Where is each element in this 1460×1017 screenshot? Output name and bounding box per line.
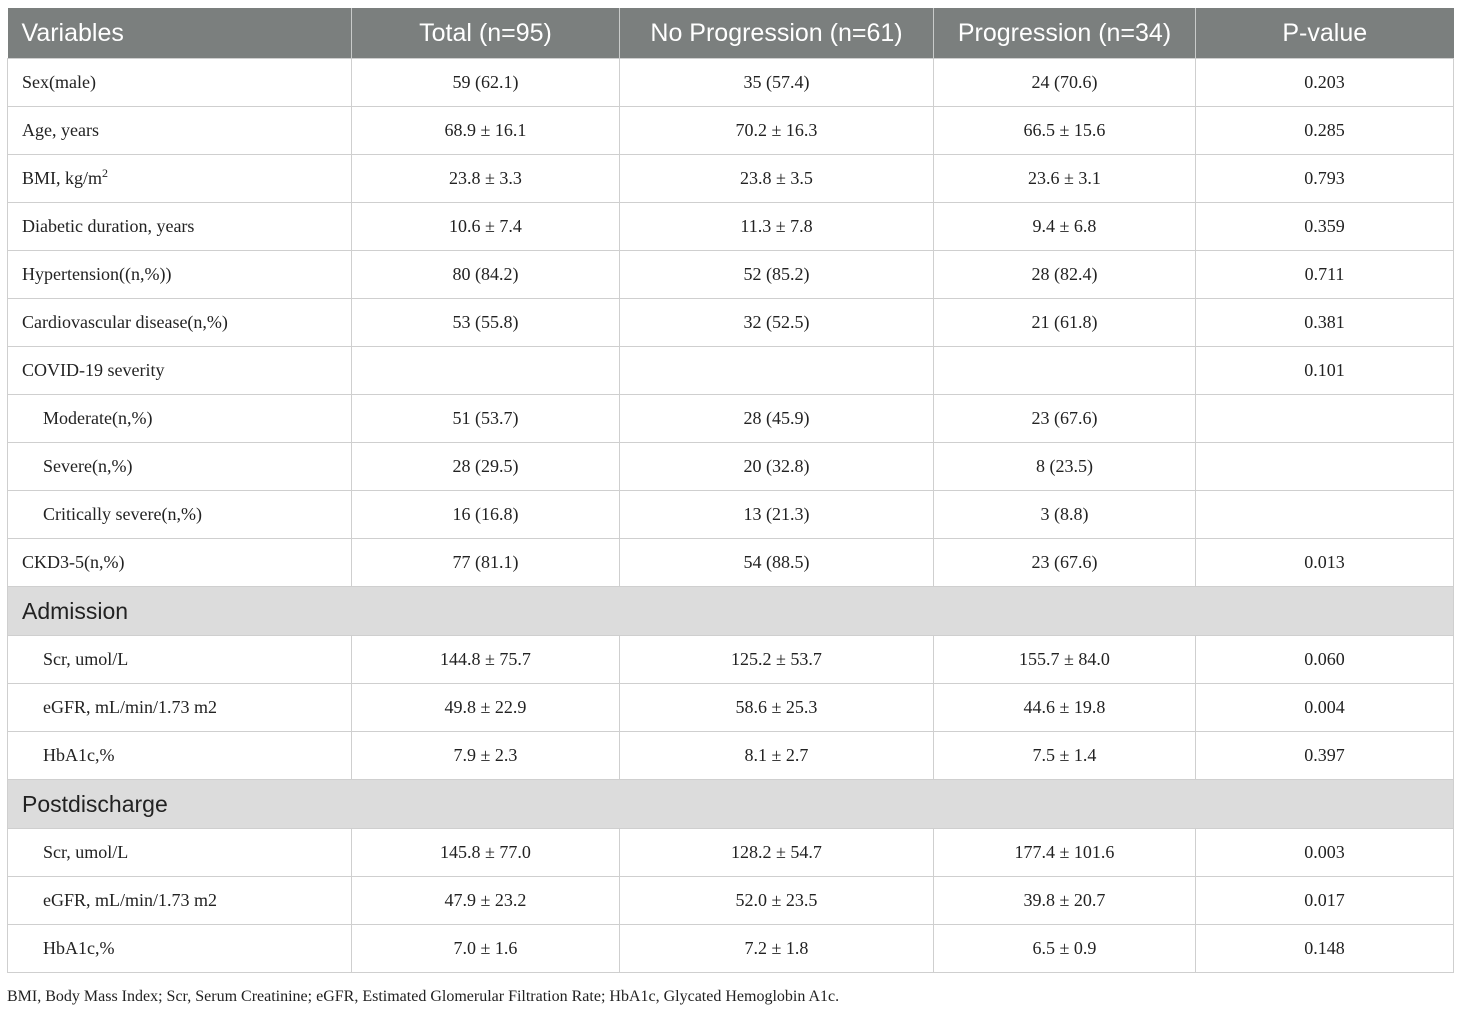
table-cell: 0.060 [1196,636,1454,684]
table-row [8,443,1454,491]
row-label-cell [8,299,352,347]
header-progression: Progression (n=34) [934,8,1196,59]
table-row [8,539,1454,587]
row-label: Cardiovascular disease(n,%) [22,312,228,332]
table-cell: 52 (85.2) [620,251,934,299]
row-label-cell [8,347,352,395]
table-cell: 53 (55.8) [352,299,620,347]
row-label: eGFR, mL/min/1.73 m2 [43,697,218,717]
table-cell: 28 (45.9) [620,395,934,443]
table-cell: 0.397 [1196,732,1454,780]
table-footnote: BMI, Body Mass Index; Scr, Serum Creatinine; eGFR, Estimated Glomerular Filtration Rate; HbA1c, Glycated Hemoglobin A1c. [7,988,840,1005]
header-p-value: P-value [1196,8,1454,59]
row-label-cell [8,203,352,251]
table-cell: 145.8 ± 77.0 [352,829,620,877]
table-cell: 49.8 ± 22.9 [352,684,620,732]
row-label-cell [8,732,352,780]
table-row [8,251,1454,299]
row-label-cell [8,443,352,491]
table-cell: 23.8 ± 3.3 [352,155,620,203]
table-cell: 16 (16.8) [352,491,620,539]
row-label: Diabetic duration, years [22,216,195,236]
table-row [8,59,1454,107]
table-cell: 39.8 ± 20.7 [934,877,1196,925]
table-row [8,203,1454,251]
table-cell: 177.4 ± 101.6 [934,829,1196,877]
table-cell: 68.9 ± 16.1 [352,107,620,155]
row-label-cell [8,251,352,299]
row-label: Age, years [22,120,99,140]
row-label-cell [8,59,352,107]
table-cell: 20 (32.8) [620,443,934,491]
row-label: Scr, umol/L [43,649,129,669]
table-cell: 28 (82.4) [934,251,1196,299]
table-cell [620,347,934,395]
row-label: Sex(male) [22,72,96,92]
table-cell: 0.013 [1196,539,1454,587]
table-cell: 58.6 ± 25.3 [620,684,934,732]
table-row [8,491,1454,539]
table-cell: 7.0 ± 1.6 [352,925,620,973]
table-row [8,925,1454,973]
row-label-cell [8,155,352,203]
row-label: COVID-19 severity [22,360,165,380]
table-cell [934,347,1196,395]
table-cell: 3 (8.8) [934,491,1196,539]
row-label: HbA1c,% [43,938,115,958]
table-cell: 23.6 ± 3.1 [934,155,1196,203]
table-cell: 77 (81.1) [352,539,620,587]
section-label: Postdischarge [8,780,1454,829]
row-label: Severe(n,%) [43,456,133,476]
row-label-cell [8,539,352,587]
row-label-cell [8,636,352,684]
table-row [8,636,1454,684]
table-cell: 125.2 ± 53.7 [620,636,934,684]
table-cell: 52.0 ± 23.5 [620,877,934,925]
table-cell: 13 (21.3) [620,491,934,539]
table-cell [1196,395,1454,443]
table-row [8,684,1454,732]
row-label: Moderate(n,%) [43,408,153,428]
table-cell [352,347,620,395]
table-cell: 0.148 [1196,925,1454,973]
table-cell: 6.5 ± 0.9 [934,925,1196,973]
row-label-cell [8,925,352,973]
table-cell: 66.5 ± 15.6 [934,107,1196,155]
characteristics-table [7,8,1454,973]
row-label-cell [8,395,352,443]
table-cell: 0.017 [1196,877,1454,925]
header-row [8,8,1454,59]
table-cell: 54 (88.5) [620,539,934,587]
row-label: CKD3-5(n,%) [22,552,125,572]
table-cell: 0.793 [1196,155,1454,203]
table-cell: 35 (57.4) [620,59,934,107]
table-cell: 155.7 ± 84.0 [934,636,1196,684]
table-cell: 32 (52.5) [620,299,934,347]
table-cell: 144.8 ± 75.7 [352,636,620,684]
table-cell: 7.2 ± 1.8 [620,925,934,973]
table-cell: 23 (67.6) [934,539,1196,587]
row-label-cell [8,491,352,539]
table-cell: 23 (67.6) [934,395,1196,443]
row-label-cell [8,829,352,877]
table-cell: 7.5 ± 1.4 [934,732,1196,780]
table-row [8,877,1454,925]
section-row [8,587,1454,636]
table-cell: 70.2 ± 16.3 [620,107,934,155]
table-cell: 128.2 ± 54.7 [620,829,934,877]
header-total: Total (n=95) [352,8,620,59]
row-label: eGFR, mL/min/1.73 m2 [43,890,218,910]
section-row [8,780,1454,829]
row-label: BMI, kg/m [22,168,103,188]
table-cell: 9.4 ± 6.8 [934,203,1196,251]
row-label-superscript: 2 [102,166,109,180]
table-row [8,732,1454,780]
table-cell: 24 (70.6) [934,59,1196,107]
row-label-cell [8,107,352,155]
table-body [8,59,1454,973]
row-label: Critically severe(n,%) [43,504,202,524]
header-variables: Variables [8,8,352,59]
table-row [8,155,1454,203]
table-cell: 59 (62.1) [352,59,620,107]
table-cell: 11.3 ± 7.8 [620,203,934,251]
table-cell: 51 (53.7) [352,395,620,443]
row-label: HbA1c,% [43,745,115,765]
table-cell: 0.711 [1196,251,1454,299]
table-cell: 10.6 ± 7.4 [352,203,620,251]
table-cell: 0.004 [1196,684,1454,732]
row-label: Scr, umol/L [43,842,129,862]
section-label: Admission [8,587,1454,636]
table-cell: 0.285 [1196,107,1454,155]
table-cell: 80 (84.2) [352,251,620,299]
table-cell: 8 (23.5) [934,443,1196,491]
table-row [8,347,1454,395]
table-cell: 23.8 ± 3.5 [620,155,934,203]
table-cell: 0.101 [1196,347,1454,395]
table-cell: 28 (29.5) [352,443,620,491]
table-cell [1196,491,1454,539]
table-cell: 47.9 ± 23.2 [352,877,620,925]
table-cell: 0.381 [1196,299,1454,347]
table-cell [1196,443,1454,491]
row-label: Hypertension((n,%)) [22,264,172,284]
table-cell: 21 (61.8) [934,299,1196,347]
table-header [8,8,1454,59]
table-cell: 0.359 [1196,203,1454,251]
table-cell: 0.003 [1196,829,1454,877]
table-cell: 8.1 ± 2.7 [620,732,934,780]
table-cell: 0.203 [1196,59,1454,107]
table-cell: 7.9 ± 2.3 [352,732,620,780]
table-row [8,299,1454,347]
table-cell: 44.6 ± 19.8 [934,684,1196,732]
table-row [8,829,1454,877]
data-table-container [7,8,1453,973]
row-label-cell [8,877,352,925]
table-row [8,395,1454,443]
header-no-progression: No Progression (n=61) [620,8,934,59]
row-label-cell [8,684,352,732]
table-row [8,107,1454,155]
